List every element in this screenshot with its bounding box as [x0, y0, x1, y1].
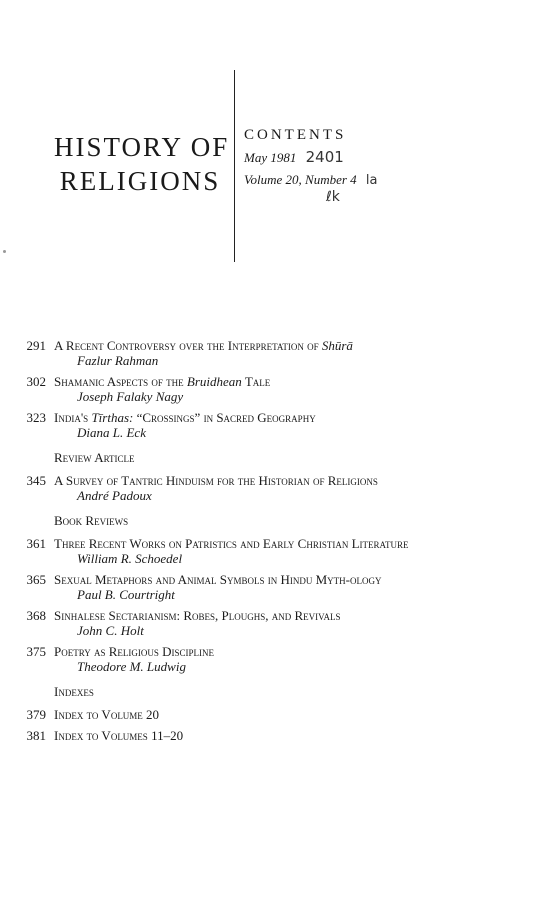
article-author: Theodore M. Ludwig — [77, 659, 186, 674]
page-number: 323 — [26, 410, 46, 425]
article-title-part: Poetry as Religious Discipline — [54, 644, 215, 659]
section-heading: Review Article — [54, 450, 135, 465]
toc-entry — [6, 728, 521, 743]
header-divider — [234, 70, 235, 262]
article-author: André Padoux — [77, 488, 152, 503]
article-title-part: Index to Volumes 11–20 — [54, 728, 184, 743]
article-title — [54, 536, 521, 551]
toc-entry — [6, 536, 521, 566]
article-title — [54, 410, 521, 425]
article-author: Joseph Falaky Nagy — [77, 389, 184, 404]
issue-date-line — [244, 147, 524, 168]
table-of-contents — [6, 338, 521, 749]
page-number: 291 — [26, 338, 46, 353]
article-title-part: Tīrthas: — [91, 410, 134, 425]
issue-volume-line — [244, 170, 524, 191]
section-heading: Indexes — [54, 684, 94, 699]
article-author: Diana L. Eck — [77, 425, 146, 440]
toc-entry — [6, 473, 521, 503]
article-title-part: Shamanic Aspects of the — [54, 374, 187, 389]
article-title — [54, 608, 521, 623]
article-title-part: “Crossings” in Sacred Geography — [133, 410, 316, 425]
article-title-part: Shūrā — [321, 338, 353, 353]
article-title-part: Bruidhean — [186, 374, 242, 389]
toc-entry — [6, 338, 521, 368]
article-title-part: A Survey of Tantric Hinduism for the Historian of Religions — [54, 473, 378, 488]
article-title-part: Index to Volume 20 — [54, 707, 160, 722]
journal-title — [54, 130, 230, 198]
toc-entry — [6, 707, 521, 722]
article-author: Fazlur Rahman — [77, 353, 159, 368]
handwritten-note-initials: ℓk — [326, 189, 340, 205]
journal-title-line-2: RELIGIONS — [59, 166, 221, 196]
handwritten-note-number: 2401 — [305, 148, 344, 166]
page-number: 381 — [26, 728, 46, 743]
article-title-part: Tale — [241, 374, 271, 389]
page-number: 365 — [26, 572, 46, 587]
article-title — [54, 473, 521, 488]
page-number: 345 — [26, 473, 46, 488]
article-title — [54, 374, 521, 389]
article-title — [54, 707, 521, 722]
page-number: 361 — [26, 536, 46, 551]
page-number: 379 — [26, 707, 46, 722]
article-title-part: Three Recent Works on Patristics and Early Christian Literature — [54, 536, 409, 551]
article-title — [54, 572, 521, 587]
article-author: Paul B. Courtright — [77, 587, 175, 602]
article-author: John C. Holt — [77, 623, 144, 638]
contents-heading: CONTENTS — [244, 127, 347, 143]
contents-header — [244, 125, 524, 205]
toc-entry — [6, 374, 521, 404]
toc-entry — [6, 644, 521, 674]
page-number: 375 — [26, 644, 46, 659]
article-title-part: India's — [54, 410, 92, 425]
handwritten-note-la: la — [365, 173, 378, 188]
toc-entry — [6, 572, 521, 602]
toc-entry — [6, 608, 521, 638]
article-author: William R. Schoedel — [77, 551, 183, 566]
article-title — [54, 644, 521, 659]
scan-speck — [3, 250, 6, 253]
article-title-part: Sexual Metaphors and Animal Symbols in Hindu Myth-ology — [54, 572, 382, 587]
article-title — [54, 338, 521, 353]
article-title-part: A Recent Controversy over the Interpretation of — [54, 338, 322, 353]
journal-title-line-1: HISTORY OF — [54, 132, 230, 162]
page-number: 368 — [26, 608, 46, 623]
article-title — [54, 728, 521, 743]
section-heading: Book Reviews — [54, 513, 129, 528]
toc-entry — [6, 410, 521, 440]
page-number: 302 — [26, 374, 46, 389]
issue-date: May 1981 — [244, 150, 297, 165]
article-title-part: Sinhalese Sectarianism: Robes, Ploughs, and Revivals — [54, 608, 341, 623]
issue-volume: Volume 20, Number 4 — [244, 172, 357, 187]
